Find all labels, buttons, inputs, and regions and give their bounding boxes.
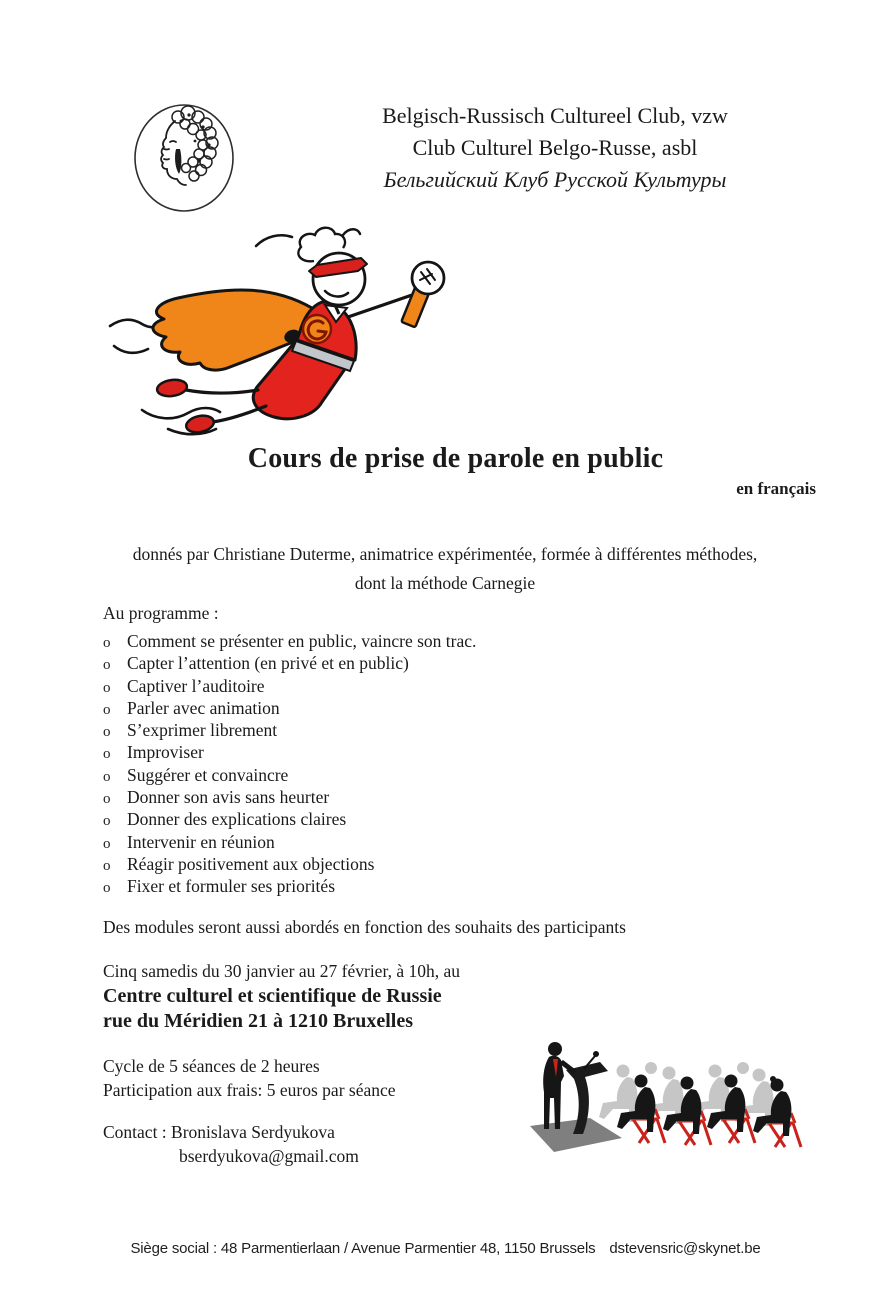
bullet-marker: o [103,679,111,696]
trainer-intro [45,540,845,598]
venue-block [103,984,442,1034]
page-title: Cours de prise de parole en public [247,443,664,474]
program-item [103,876,663,898]
program-item [103,698,663,720]
org-name-french: Club Culturel Belgo-Russe, asbl [412,135,698,160]
bullet-marker: o [103,791,111,808]
program-item [103,676,663,698]
program-item-text: Réagir positivement aux objections [127,853,375,874]
program-item-text: Suggérer et convaincre [127,764,289,785]
program-item [103,742,663,764]
bullet-marker: o [103,768,111,785]
program-item [103,787,663,809]
org-name-russian: Бельгийский Клуб Русской Культуры [383,167,727,192]
bullet-marker: o [103,635,111,651]
program-item-text: Improviser [127,742,204,763]
fee-info: Participation aux frais: 5 euros par séance [103,1080,396,1100]
program-item [103,765,663,787]
bullet-marker: o [103,746,111,763]
contact-email: bserdyukova@gmail.com [179,1146,359,1166]
program-item [103,631,663,653]
trainer-intro-line1: donnés par Christiane Duterme, animatrice expérimentée, formée à différentes méthodes, [132,544,758,564]
contact-name: Contact : Bronislava Serdyukova [103,1122,335,1142]
program-item-text: Intervenir en réunion [127,831,275,852]
pushkin-logo-icon [129,101,239,215]
bullet-marker: o [103,657,111,674]
program-item [103,832,663,854]
bullet-marker: o [103,835,111,852]
footer-address: Siège social : 48 Parmentierlaan / Avenue Parmentier 48, 1150 Brussels [130,1240,596,1257]
org-name-dutch: Belgisch-Russisch Cultureel Club, vzw [382,103,728,128]
speaker-audience-icon [524,1036,804,1158]
program-list [103,631,663,899]
program-item [103,653,663,675]
organization-names [290,100,820,196]
venue-address: rue du Méridien 21 à 1210 Bruxelles [103,1010,413,1032]
program-item-text: Parler avec animation [127,697,280,718]
bullet-marker: o [103,701,111,718]
audience-illustration [524,1036,804,1158]
program-item-text: Donner son avis sans heurter [127,787,330,808]
modules-note: Des modules seront aussi abordés en fonction des souhaits des participants [103,917,626,937]
footer-email: dstevensric@skynet.be [609,1240,761,1257]
bullet-marker: o [103,880,111,897]
venue-name: Centre culturel et scientifique de Russie [103,985,442,1007]
superhero-illustration [106,224,470,440]
bullet-marker: o [103,857,111,874]
footer [0,1240,891,1257]
pushkin-profile-icon [129,101,239,215]
program-item [103,809,663,831]
program-item [103,720,663,742]
bullet-marker: o [103,813,111,830]
cycle-info: Cycle de 5 séances de 2 heures [103,1056,320,1076]
program-item [103,854,663,876]
program-item-text: Capter l’attention (en privé et en public) [127,653,409,674]
trainer-intro-line2: dont la méthode Carnegie [354,573,536,593]
program-item-text: Captiver l’auditoire [127,675,265,696]
superhero-speaker-icon [106,224,470,440]
schedule-intro: Cinq samedis du 30 janvier au 27 février, à 10h, au [103,961,460,981]
program-item-text: Fixer et formuler ses priorités [127,876,336,897]
program-item-text: S’exprimer librement [127,720,278,741]
program-heading: Au programme : [103,603,219,623]
bullet-marker: o [103,724,111,741]
program-item-text: Comment se présenter en public, vaincre son trac. [127,631,477,651]
language-note: en français [736,479,816,498]
program-item-text: Donner des explications claires [127,809,347,830]
